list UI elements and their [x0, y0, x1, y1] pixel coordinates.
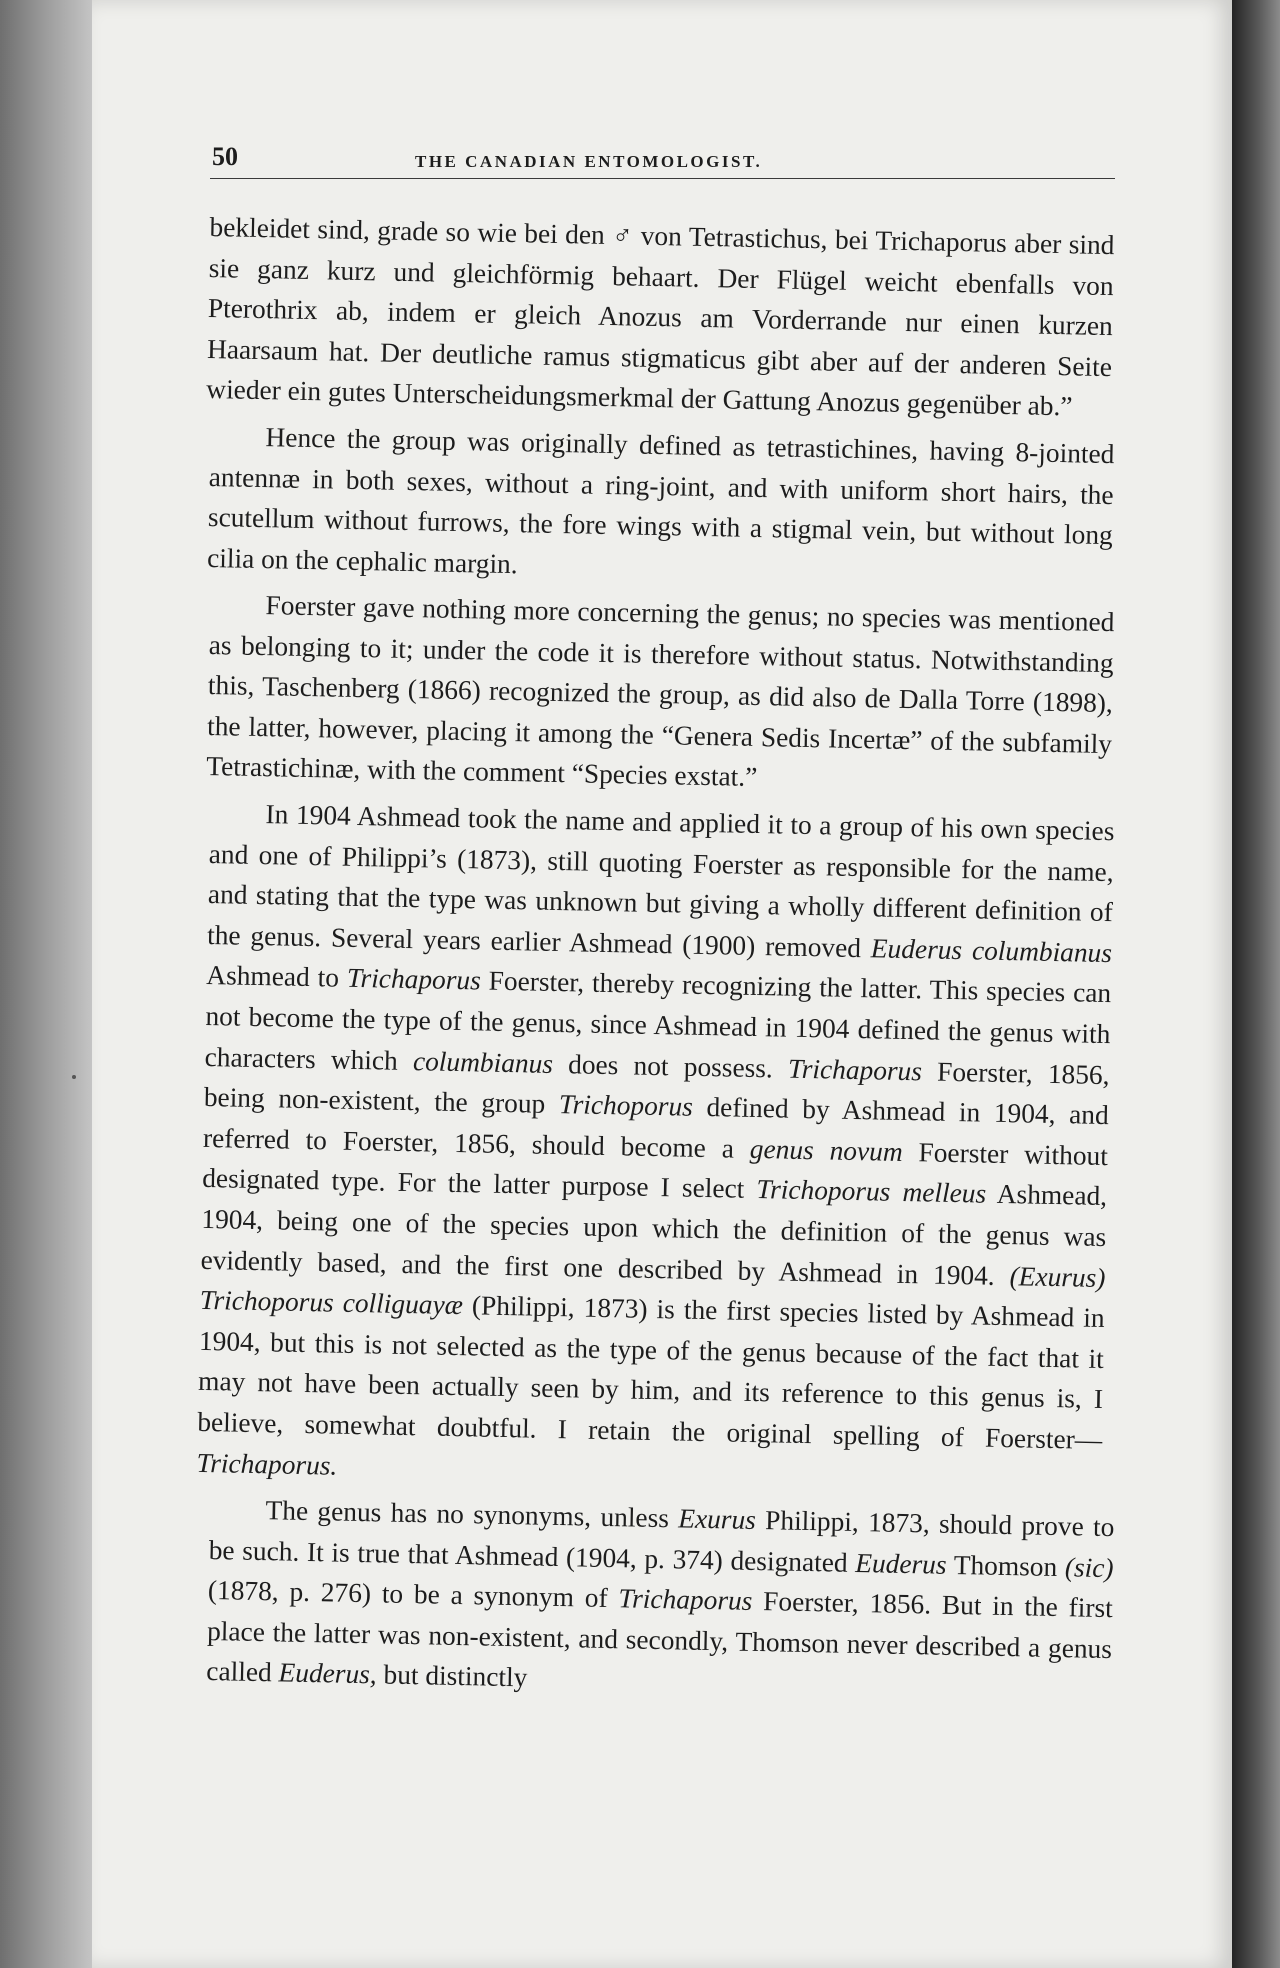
- text-run: (Philippi, 1873) is the first species listed by Ashmead in 1904, but this is not selected as the type of the genus because of the fact that it may not have been actually seen by him, and its reference to this genus is, I believe, somewhat doubtful. I retain the original spelling of Foerster—: [197, 1290, 1105, 1456]
- text-run: In 1904 Ashmead took the name and applied it to a group of his own species and one of Philippi’s (1873), still quoting Foerster as responsible for the name, and stating that the type was unknown but giving a wholly different definition of the genus. Several years earlier Ashmead (1900) removed: [206, 799, 1115, 964]
- text-run: (1878, p. 276) to be a synonym of: [207, 1575, 619, 1614]
- running-head: [210, 132, 1115, 179]
- italic-text: Euderus,: [278, 1658, 378, 1691]
- italic-text: Trichaporus: [346, 963, 482, 997]
- text-run: Ashmead, 1904, being one of the species upon which the definition of the genus was evidently based, and the first one described by Ashmead in 1904.: [200, 1179, 1108, 1291]
- text-run: Foerster, thereby recognizing the latter. This species can not become the type of the genus, since Ashmead in 1904 defined the genus with characters which: [204, 966, 1112, 1077]
- italic-text: genus novum: [749, 1133, 903, 1168]
- paragraph: [206, 207, 1115, 428]
- italic-text: Exurus: [677, 1503, 757, 1536]
- text-run: Thomson: [946, 1549, 1066, 1583]
- journal-title: THE CANADIAN ENTOMOLOGIST.: [415, 152, 763, 171]
- text-run: defined by Ashmead in 1904, and referred to Foerster, 1856, should become a: [202, 1092, 1110, 1164]
- text-run: Hence the group was originally defined as tetrastichines, having 8-jointed antennæ in both sexes, without a ring-joint, and with uniform short hairs, the scutellum without furrows, the fore wings with a stigmal vein, but without long cilia on the cephalic margin.: [206, 422, 1115, 579]
- text-run: but distinctly: [376, 1660, 528, 1694]
- text-run: The genus has no synonyms, unless: [265, 1495, 679, 1534]
- body-text: [196, 207, 1115, 1694]
- text-run: Foerster gave nothing more concerning the genus; no species was mentioned as belonging to it; under the code it is therefore without status. Notwithstanding this, Taschenberg (1866) recognized the group, as did also de Dalla Torre (1898), the latter, however, placing it among the “Genera Sedis Incertæ” of the subfamily Tetrastichinæ, with the comment “Species exstat.”: [206, 590, 1115, 793]
- italic-text: (Exurus) Trichoporus colliguayæ: [199, 1260, 1106, 1321]
- text-run: does not possess.: [552, 1048, 789, 1084]
- text-run: Foerster without designated type. For the latter purpose I select: [201, 1137, 1109, 1205]
- italic-text: Euderus: [855, 1547, 947, 1580]
- text-run: Foerster, 1856, being non-existent, the group: [203, 1056, 1110, 1120]
- text-run: bekleidet sind, grade so wie bei den ♂ von Tetrastichus, bei Trichaporus aber sind sie ganz kurz und gleichförmig behaart. Der Flügel weicht ebenfalls von Pterothrix ab, indem er gleich Anozus am Vorderrande nur einen kurzen Haarsaum hat. Der deutliche ramus stigmaticus gibt aber auf der anderen Seite wieder ein gutes Unterscheidungsmerkmal der Gattung Anozus gegenüber ab.”: [206, 211, 1115, 422]
- text-run: Foerster, 1856. But in the first place the latter was non-existent, and secondly, Thomson never described a genus called: [206, 1586, 1114, 1689]
- italic-text: (sic): [1064, 1552, 1114, 1584]
- book-page: [92, 0, 1232, 1968]
- italic-text: columbianus: [412, 1046, 554, 1079]
- page-number: 50: [212, 142, 238, 171]
- paragraph: [206, 1489, 1115, 1710]
- italic-text: Euderus columbianus: [870, 933, 1113, 969]
- text-run: Philippi, 1873, should prove to be such. It is true that Ashmead (1904, p. 374) designated: [208, 1505, 1115, 1578]
- scan-speck: [72, 1075, 76, 1079]
- text-run: Ashmead to: [206, 960, 348, 994]
- paragraph: [206, 584, 1115, 805]
- italic-text: Trichaporus.: [196, 1447, 338, 1481]
- italic-text: Trichoporus melleus: [756, 1174, 987, 1210]
- paragraph: [196, 793, 1115, 1501]
- italic-text: Trichoporus: [558, 1089, 694, 1123]
- italic-text: Trichaporus: [787, 1053, 923, 1087]
- italic-text: Trichaporus: [618, 1583, 753, 1617]
- paragraph: [207, 416, 1115, 597]
- page-content: [196, 132, 1115, 1694]
